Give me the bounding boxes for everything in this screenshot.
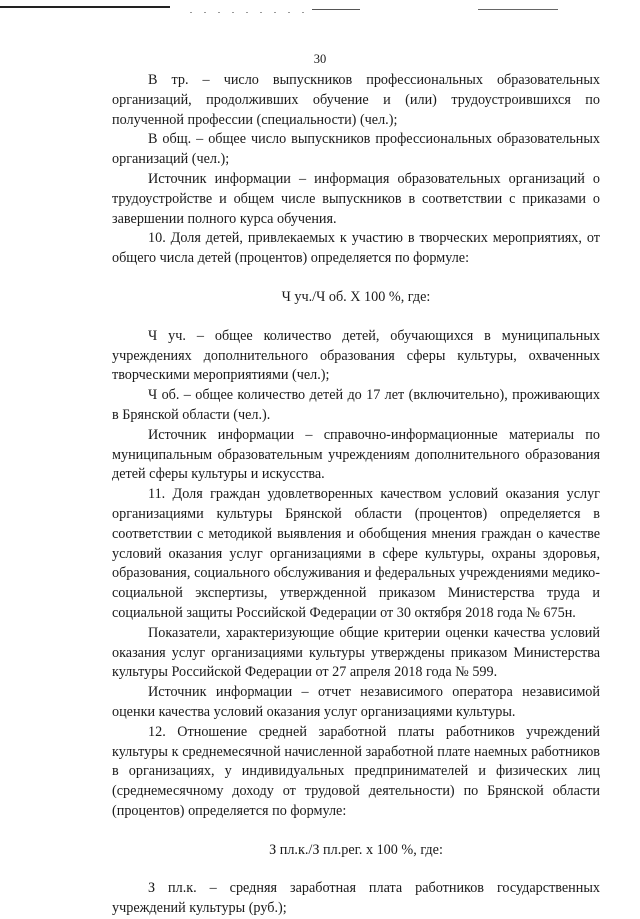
page-number: 30 (313, 52, 327, 66)
paragraph-v-obsch: В общ. – общее число выпускников профессиональных образовательных организаций (чел.); (112, 131, 600, 168)
paragraph-ch-uch: Ч уч. – общее количество детей, обучающихся в муниципальных учреждениях дополнительного образования сферы культуры, охваченных творческими мероприятиями (чел.); (112, 327, 600, 384)
paragraph-source-2: Источник информации – справочно-информационные материалы по муниципальным образовательным учреждениям дополнительного образования детей сферы культуры и искусства. (112, 426, 600, 483)
paragraph-ch-ob: Ч об. – общее количество детей до 17 лет (включительно), проживающих в Брянской области (чел.). (112, 387, 600, 423)
paragraph-indicators: Показатели, характеризующие общие критерии оценки качества условий оказания услуг организациями культуры утверждены приказом Министерства культуры Российской Федерации от 27 апреля 2018 года № 599. (112, 624, 600, 681)
paragraph-item-11: 11. Доля граждан удовлетворенных качеством условий оказания услуг организациями культуры Брянской области (процентов) определяется в соответствии с методикой выявления и обобщения мнения граждан о качестве условий оказания услуг организациями в сфере культуры, охраны здоровья, образования, социального обслуживания и федеральных учреждениями медико-социальной экспертизы, утвержденной приказом Министерства труда и социальной защиты Российской Федерации от 30 октября 2018 года № 675н. (112, 486, 600, 621)
formula-12: З пл.к./З пл.рег. х 100 %, где: (269, 841, 443, 858)
paragraph-item-10: 10. Доля детей, привлекаемых к участию в творческих мероприятиях, от общего числа детей (процентов) определяется по формуле: (112, 230, 600, 267)
paragraph-source-3: Источник информации – отчет независимого оператора независимой оценки качества условий оказания услуг организациями культуры. (112, 684, 600, 720)
paragraph-item-12: 12. Отношение средней заработной платы работников учреждений культуры к среднемесячной начисленной заработной плате наемных работников в организациях, у индивидуальных предпринимателей и физических лиц (среднемесячному доходу от трудовой деятельности) по Брянской области (процентов) определяется по формуле: (112, 723, 600, 819)
paragraph-v-tr: В тр. – число выпускников профессиональных образовательных организаций, продолживших обучение и (или) трудоустроившихся по полученной профессии (специальности) (чел.); (112, 72, 600, 128)
scan-artifact-line (312, 9, 360, 10)
paragraph-source-1: Источник информации – информация образовательных организаций о трудоустройстве и общем числе выпускников в соответствии с приказами о завершении полного курса обучения. (112, 170, 600, 227)
scan-artifact-line (0, 6, 170, 8)
scan-artifact-line (478, 9, 558, 10)
paragraph-z-pl-k: З пл.к. – средняя заработная плата работников государственных учреждений культуры (руб.); (112, 880, 600, 917)
scan-artifact-dots (190, 12, 310, 13)
formula-10: Ч уч./Ч об. Х 100 %, где: (281, 288, 431, 305)
document-body (112, 71, 600, 919)
